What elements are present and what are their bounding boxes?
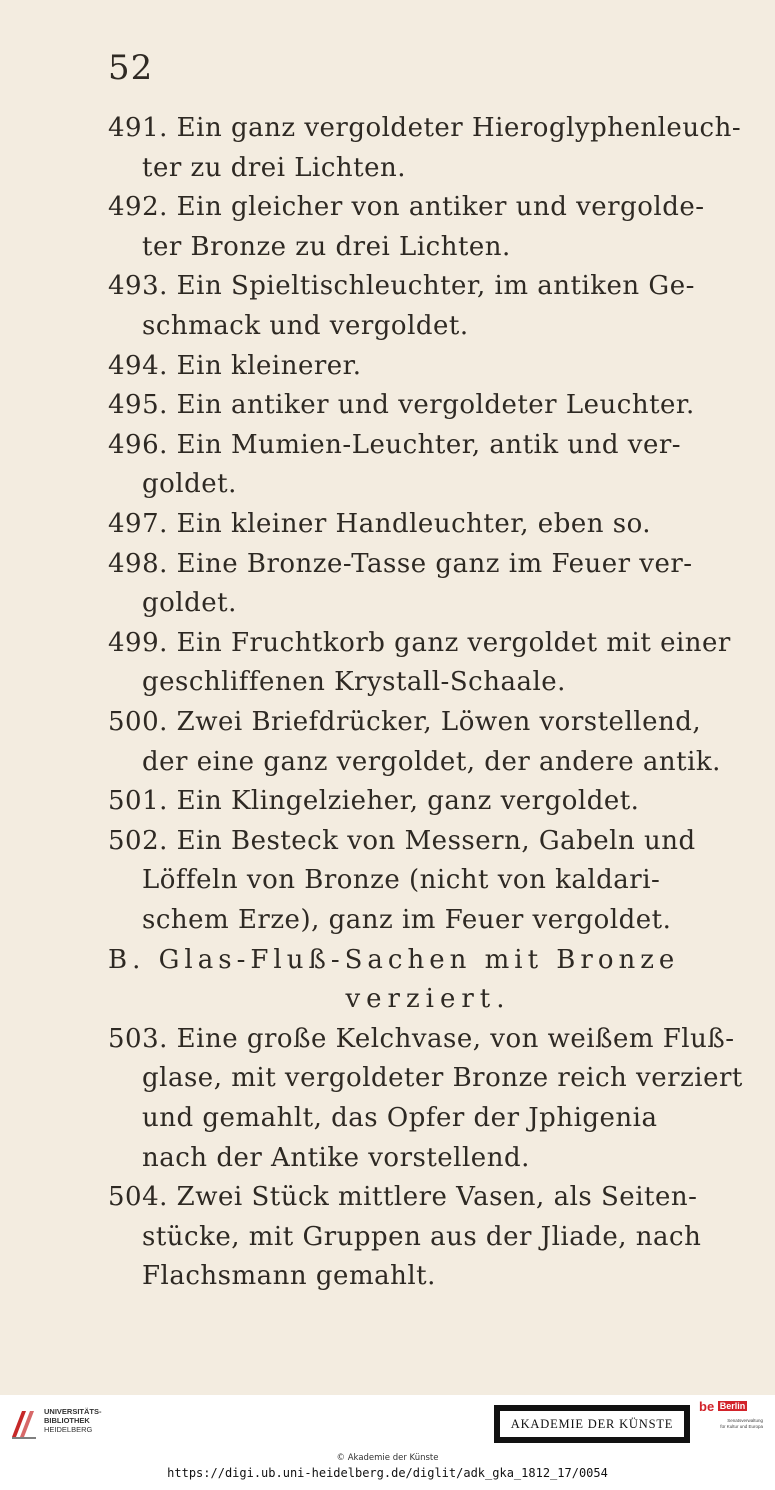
text-line: geschliffenen Krystall-Schaale. xyxy=(142,667,566,698)
berlin-logo-subtitle xyxy=(699,1418,763,1429)
text-line: glase, mit vergoldeter Bronze reich verziert xyxy=(142,1063,743,1094)
ub-heidelberg-logo[interactable] xyxy=(10,1405,120,1445)
text-line: Flachsmann gemahlt. xyxy=(142,1261,436,1292)
text-line: nach der Antike vorstellend. xyxy=(142,1142,530,1173)
section-heading: B. Glas-Fluß-Sachen mit Bronze xyxy=(108,944,680,975)
text-line: 496. Ein Mumien-Leuchter, antik und ver- xyxy=(108,429,682,460)
berlin-sub-line2: für Kultur und Europa xyxy=(720,1423,763,1429)
text-line: 500. Zwei Briefdrücker, Löwen vorstellend, xyxy=(108,707,702,737)
page-number: 52 xyxy=(108,48,154,88)
text-line: 494. Ein kleinerer. xyxy=(108,350,362,381)
text-line: 493. Ein Spieltischleuchter, im antiken Ge- xyxy=(108,271,695,302)
ub-logo-line2: BIBLIOTHEK xyxy=(44,1416,90,1425)
text-line: 497. Ein kleiner Handleuchter, eben so. xyxy=(108,509,652,539)
section-heading-cont: verziert. xyxy=(345,984,511,1015)
akademie-label: AKADEMIE DER KÜNSTE xyxy=(500,1411,684,1437)
text-line: 501. Ein Klingelzieher, ganz vergoldet. xyxy=(108,786,640,817)
text-line: 499. Ein Fruchtkorb ganz vergoldet mit einer xyxy=(108,627,731,658)
berlin-senat-logo[interactable] xyxy=(699,1399,763,1445)
ub-logo-line1: UNIVERSITÄTS- xyxy=(44,1407,102,1416)
text-line: 495. Ein antiker und vergoldeter Leuchter. xyxy=(108,390,695,421)
text-line: 504. Zwei Stück mittlere Vasen, als Seiten- xyxy=(108,1182,698,1213)
akademie-der-kuenste-logo[interactable] xyxy=(494,1405,690,1443)
footer-bar xyxy=(0,1395,775,1490)
text-line: ter Bronze zu drei Lichten. xyxy=(142,231,511,262)
copyright-credit: © Akademie der Künste xyxy=(336,1453,439,1463)
berlin-sub-line1: Senatsverwaltung xyxy=(727,1418,763,1423)
text-line: 491. Ein ganz vergoldeter Hieroglyphenleuch- xyxy=(108,113,742,143)
source-url[interactable]: https://digi.ub.uni-heidelberg.de/diglit/adk_gka_1812_17/0054 xyxy=(167,1466,608,1480)
text-line: Löffeln von Bronze (nicht von kaldari- xyxy=(142,865,661,896)
text-line: stücke, mit Gruppen aus der Jliade, nach xyxy=(142,1221,702,1252)
text-line: der eine ganz vergoldet, der andere antik. xyxy=(142,746,721,777)
text-line: 503. Eine große Kelchvase, von weißem Fluß- xyxy=(108,1023,735,1054)
text-line: ter zu drei Lichten. xyxy=(142,152,407,183)
ub-book-icon xyxy=(10,1407,38,1441)
text-line: goldet. xyxy=(142,469,237,500)
text-line: schmack und vergoldet. xyxy=(142,311,469,341)
text-line: 498. Eine Bronze-Tasse ganz im Feuer ver- xyxy=(108,548,693,579)
text-line: schem Erze), ganz im Feuer vergoldet. xyxy=(142,905,672,935)
berlin-badge: Berlin xyxy=(719,1401,746,1411)
text-line: 502. Ein Besteck von Messern, Gabeln und xyxy=(108,825,696,856)
ub-logo-text xyxy=(44,1407,102,1434)
berlin-logo-prefix: be xyxy=(699,1399,715,1414)
ub-logo-line3: HEIDELBERG xyxy=(44,1425,93,1434)
text-line: goldet. xyxy=(142,588,237,619)
text-line: und gemahlt, das Opfer der Jphigenia xyxy=(142,1103,658,1133)
text-line: 492. Ein gleicher von antiker und vergolde- xyxy=(108,192,705,223)
berlin-logo-mark xyxy=(699,1399,763,1414)
